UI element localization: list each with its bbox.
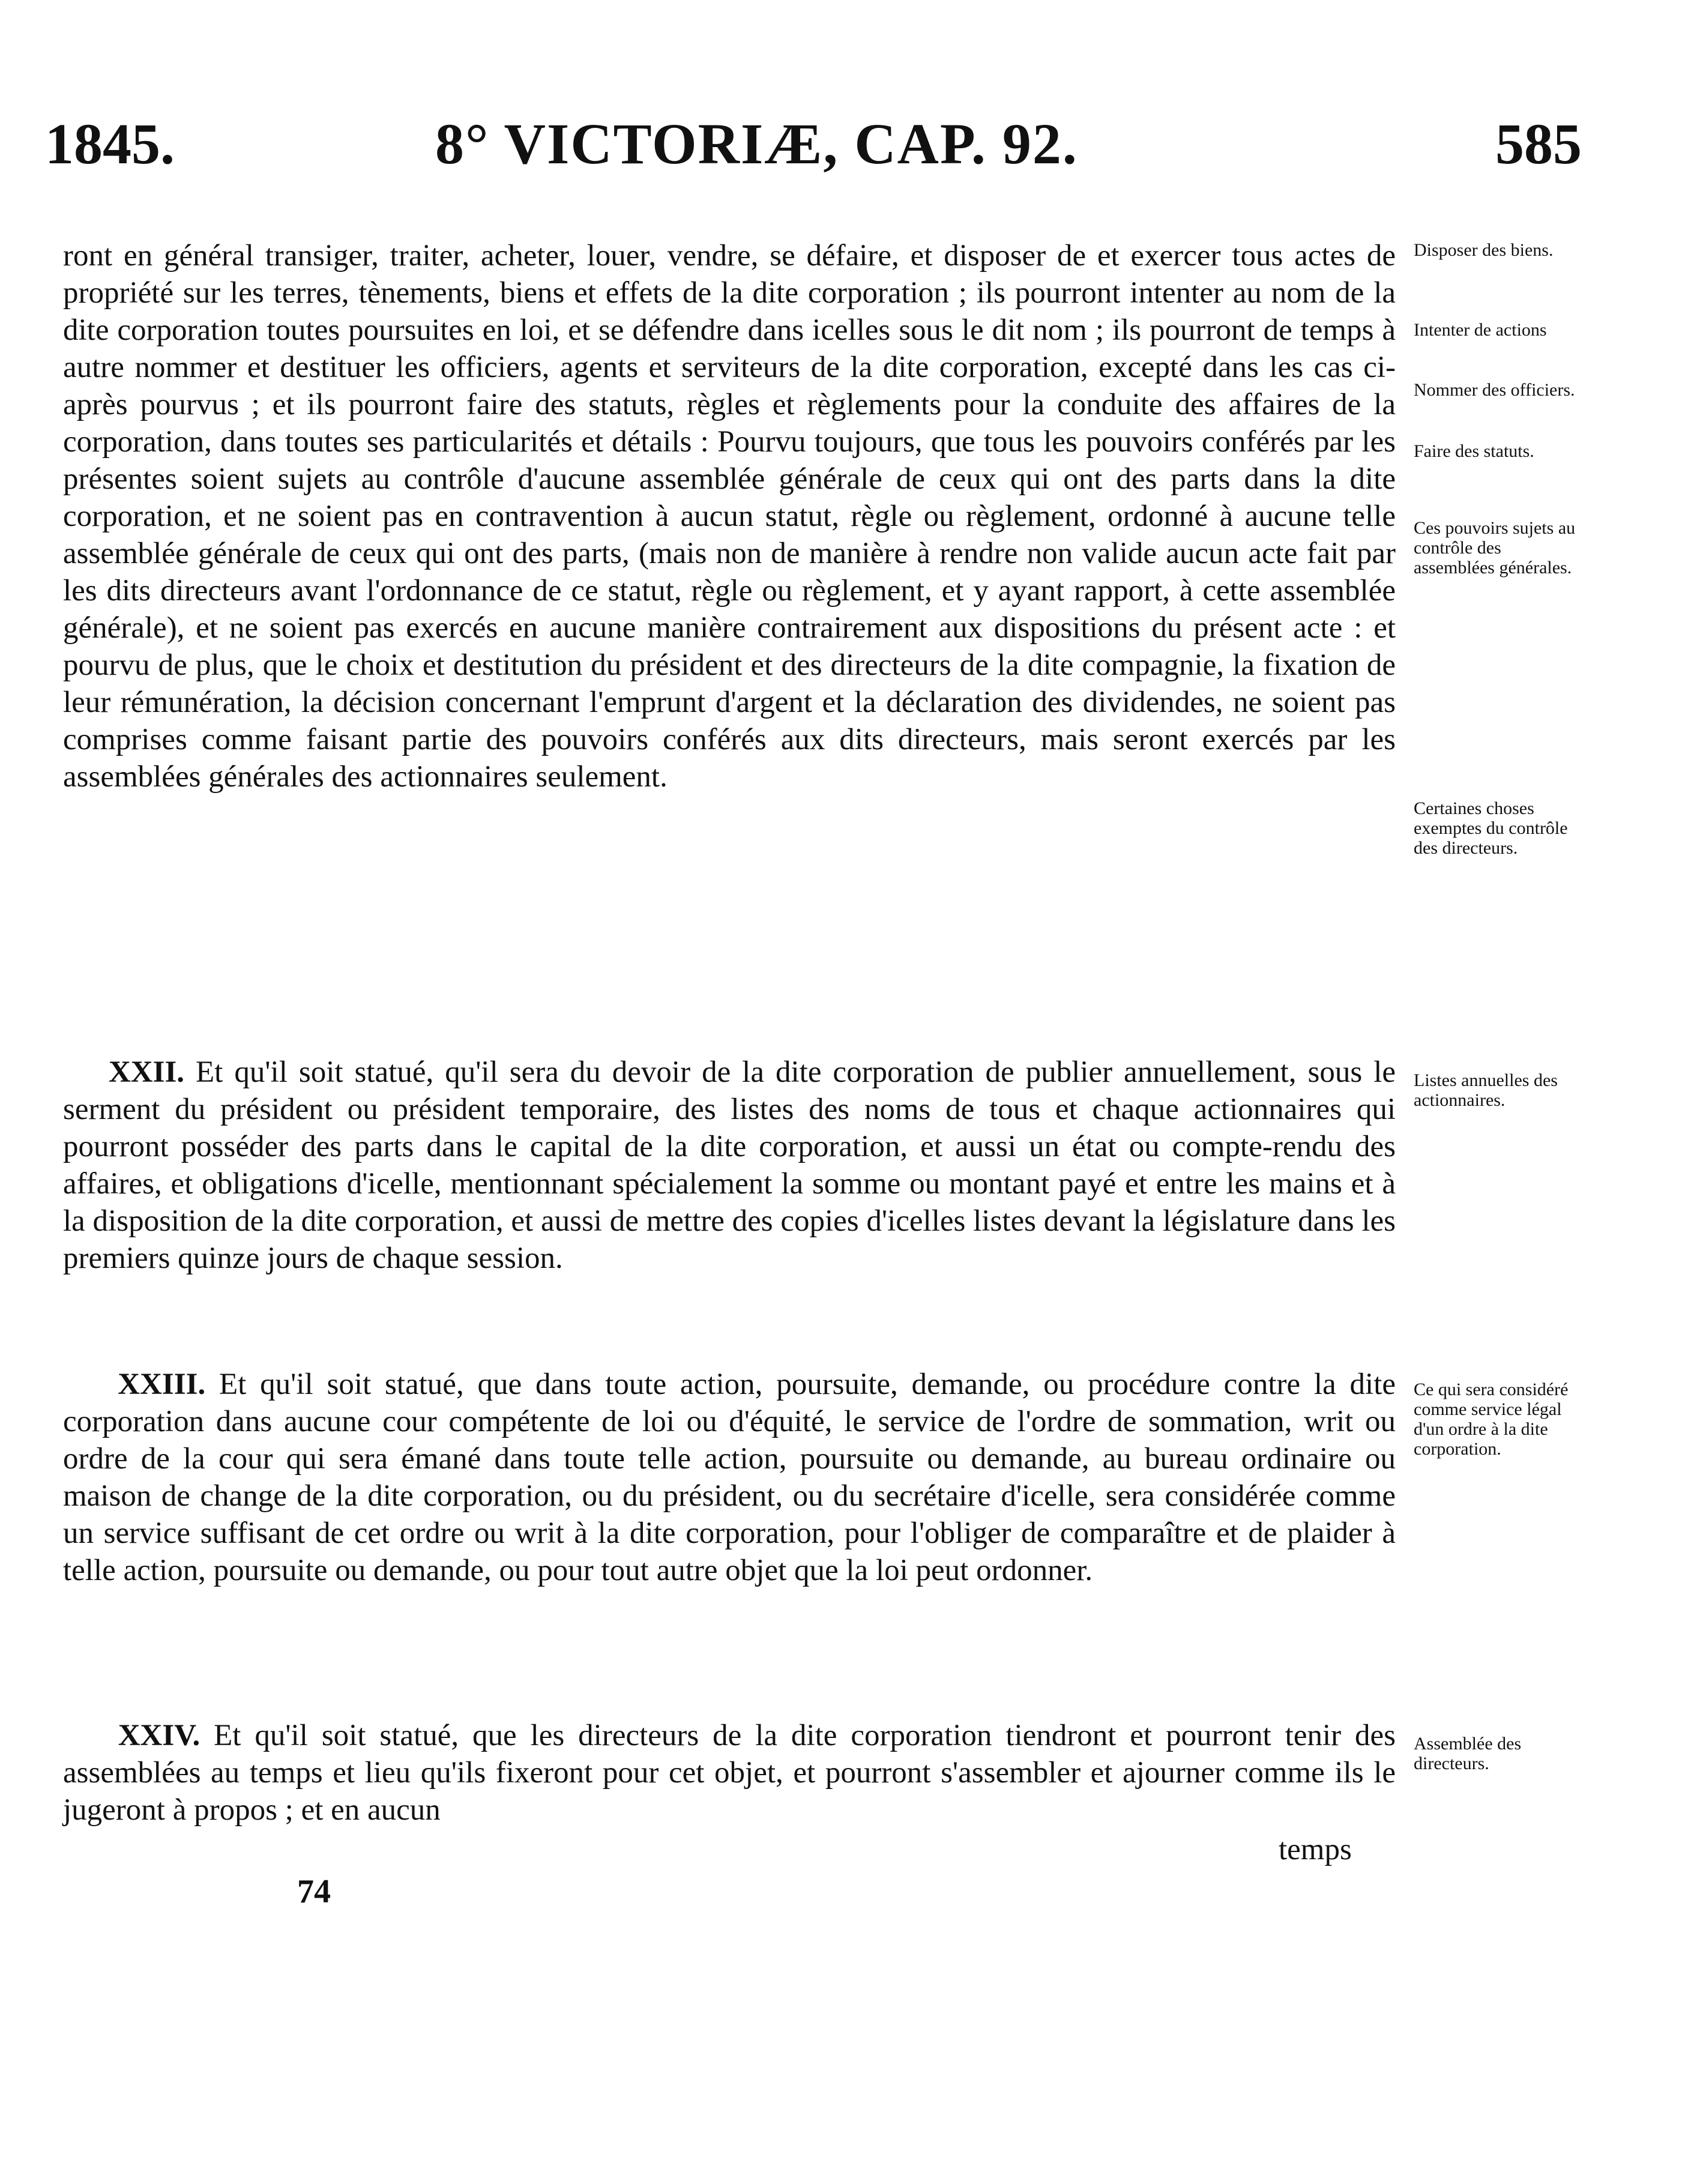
- paragraph-continuation: [63, 237, 1396, 795]
- signature-mark: 74: [297, 1873, 331, 1910]
- margin-note: Ce qui sera considéré comme service légal d'un ordre à la dite corporation.: [1414, 1380, 1569, 1459]
- margin-note: Nommer des officiers.: [1414, 380, 1575, 400]
- header-title: 8° VICTORIÆ, CAP. 92.: [435, 112, 1078, 176]
- margin-note: Certaines choses exemptes du contrôle des directeurs.: [1414, 798, 1568, 858]
- margin-note: Listes annuelles des actionnaires.: [1414, 1070, 1558, 1110]
- section-number: XXIII.: [118, 1368, 206, 1401]
- margin-note: Disposer des biens.: [1414, 240, 1554, 260]
- margin-note: Intenter de actions: [1414, 320, 1547, 340]
- margin-note: Ces pouvoirs sujets au contrôle des assemblées générales.: [1414, 518, 1576, 578]
- paragraph-section-xxiii: [63, 1366, 1396, 1589]
- paragraph-section-xxiv: [63, 1717, 1396, 1829]
- running-header: [45, 111, 1582, 177]
- section-number: XXIV.: [118, 1719, 200, 1752]
- catchword: temps: [1279, 1833, 1352, 1866]
- section-number: XXII.: [108, 1055, 185, 1089]
- margin-note: Assemblée des directeurs.: [1414, 1734, 1522, 1773]
- paragraph-text: Et qu'il soit statué, que dans toute action, poursuite, demande, ou procédure contre la dite corporation dans aucune cour compétente de loi ou d'équité, le service de l'ordre de sommation, writ ou ordre de la cour qui sera émané dans toute telle action, poursuite ou demande, au bureau ordinaire ou maison de change de la dite corporation, ou du président, ou du secrétaire d'icelle, sera considérée comme un service suffisant de cet ordre ou writ à la dite corporation, pour l'obliger de comparaître et de plaider à telle action, poursuite ou demande, ou pour tout autre objet que la loi peut ordonner.: [63, 1368, 1396, 1587]
- paragraph-section-xxii: [63, 1054, 1396, 1277]
- paragraph-text: Et qu'il soit statué, que les directeurs de la dite corporation tiendront et pourront tenir des assemblées au temps et lieu qu'ils fixeront pour cet objet, et pourront s'assembler et ajourner comme ils le jugeront à propos ; et en aucun: [63, 1719, 1396, 1827]
- header-year: 1845.: [45, 112, 175, 176]
- paragraph-text: ront en général transiger, traiter, acheter, louer, vendre, se défaire, et disposer de et exercer tous actes de propriété sur les terres, tènements, biens et effets de la dite corporation ; ils pourront intenter au nom de la dite corporation toutes poursuites en loi, et se défendre dans icelles sous le dit nom ; ils pourront de temps à autre nommer et destituer les officiers, agents et serviteurs de la dite corporation, excepté dans les cas ci-après pourvus ; et ils pourront faire des statuts, règles et règlements pour la conduite des affaires de la corporation, dans toutes ses particularités et détails : Pourvu toujours, que tous les pouvoirs conférés par les présentes soient sujets au contrôle d'aucune assemblée générale de ceux qui ont des parts dans la dite corporation, et ne soient pas en contravention à aucun statut, règle ou règlement, ordonné à aucune telle assemblée générale de ceux qui ont des parts, (mais non de manière à rendre non valide aucun acte fait par les dits directeurs avant l'ordonnance de ce statut, règle ou règlement, et y ayant rapport, à cette assemblée générale), et ne soient pas exercés en aucune manière contrairement aux dispositions du présent acte : et pourvu de plus, que le choix et destitution du président et des directeurs de la dite compagnie, la fixation de leur rémunération, la décision concernant l'emprunt d'argent et la déclaration des dividendes, ne soient pas comprises comme faisant partie des pouvoirs conférés aux dits directeurs, mais seront exercés par les assemblées générales des actionnaires seulement.: [63, 239, 1396, 794]
- header-page-number: 585: [1495, 112, 1582, 176]
- paragraph-text: Et qu'il soit statué, qu'il sera du devoir de la dite corporation de publier annuellement, sous le serment du président ou président temporaire, des listes des noms de tous et chaque actionnaires qui pourront posséder des parts dans le capital de la dite corporation, et aussi un état ou compte-rendu des affaires, et obligations d'icelle, mentionnant spécialement la somme ou montant payé et entre les mains et à la disposition de la dite corporation, et aussi de mettre des copies d'icelles listes devant la législature dans les premiers quinze jours de chaque session.: [63, 1055, 1396, 1275]
- margin-note: Faire des statuts.: [1414, 441, 1534, 461]
